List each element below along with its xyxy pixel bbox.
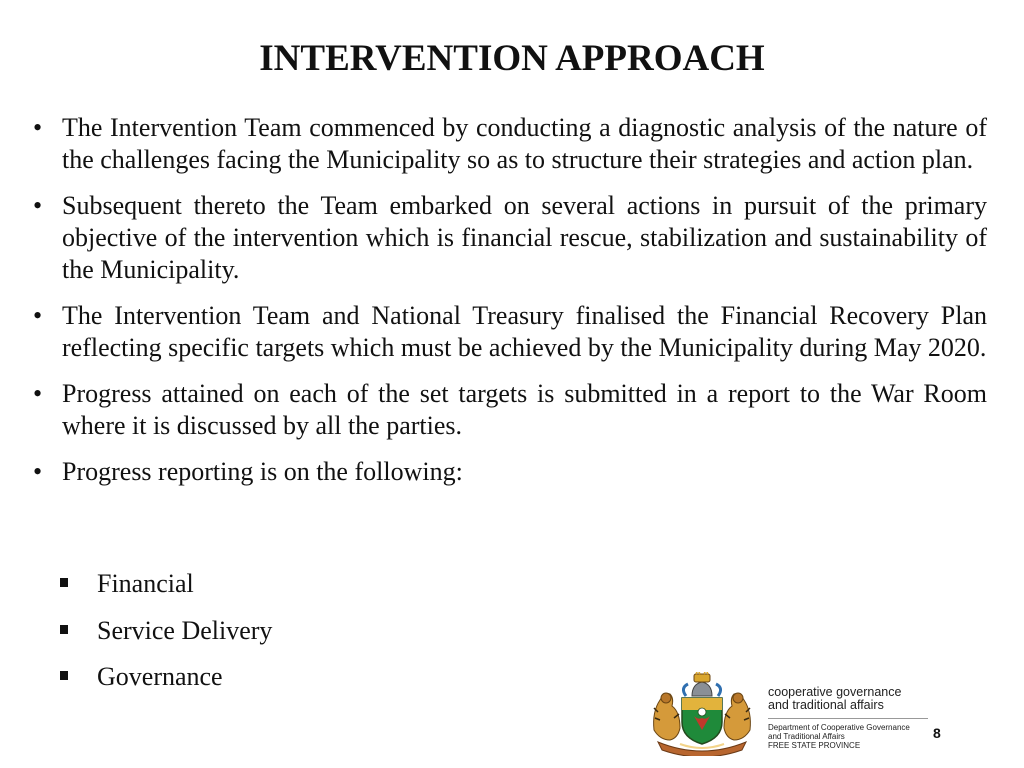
department-line: Department of Cooperative Governance: [768, 723, 910, 732]
square-bullet-icon: [60, 671, 68, 680]
bullet-text: Progress attained on each of the set targets is submitted in a report to the War Room where it is discussed by all the parties.: [62, 379, 987, 440]
page-number: 8: [933, 725, 941, 741]
bullet-item: [31, 112, 987, 176]
sub-bullet-item: [58, 615, 272, 647]
bullet-dot-icon: •: [33, 191, 43, 220]
bullet-item: [31, 190, 987, 286]
bullet-item: [31, 456, 987, 488]
bullet-text: Progress reporting is on the following:: [62, 457, 463, 486]
department-line: FREE STATE PROVINCE: [768, 741, 861, 750]
department-line: and Traditional Affairs: [768, 732, 845, 741]
sub-bullet-text: Governance: [97, 662, 223, 691]
bullet-text: The Intervention Team commenced by conducting a diagnostic analysis of the nature of the challenges facing the Municipality so as to structure their strategies and action plan.: [62, 113, 987, 174]
square-bullet-icon: [60, 625, 68, 634]
sub-bullet-item: [58, 568, 272, 600]
bullet-text: Subsequent thereto the Team embarked on several actions in pursuit of the primary objective of the intervention which is financial rescue, stabilization and sustainability of the Municipality.: [62, 191, 987, 284]
brand-block: [768, 686, 928, 750]
brand-line: cooperative governance: [768, 685, 902, 699]
free-state-coat-of-arms-icon: [650, 672, 754, 756]
brand-line: and traditional affairs: [768, 698, 884, 712]
sub-bullet-text: Financial: [97, 569, 194, 598]
square-bullet-icon: [60, 578, 68, 587]
bullet-dot-icon: •: [33, 379, 43, 408]
bullet-dot-icon: •: [33, 457, 43, 486]
sub-bullet-text: Service Delivery: [97, 615, 273, 645]
slide-title: INTERVENTION APPROACH: [259, 38, 765, 79]
bullet-dot-icon: •: [33, 113, 43, 142]
divider: [768, 718, 928, 719]
bullet-item: [31, 378, 987, 442]
bullet-dot-icon: •: [33, 301, 43, 330]
sub-bullet-list: [58, 568, 272, 708]
sub-bullet-item: [58, 661, 272, 693]
bullet-item: [31, 300, 987, 364]
bullet-text: The Intervention Team and National Treasury finalised the Financial Recovery Plan reflecting specific targets which must be achieved by the Municipality during May 2020.: [62, 301, 987, 362]
bullet-list: [31, 112, 987, 502]
